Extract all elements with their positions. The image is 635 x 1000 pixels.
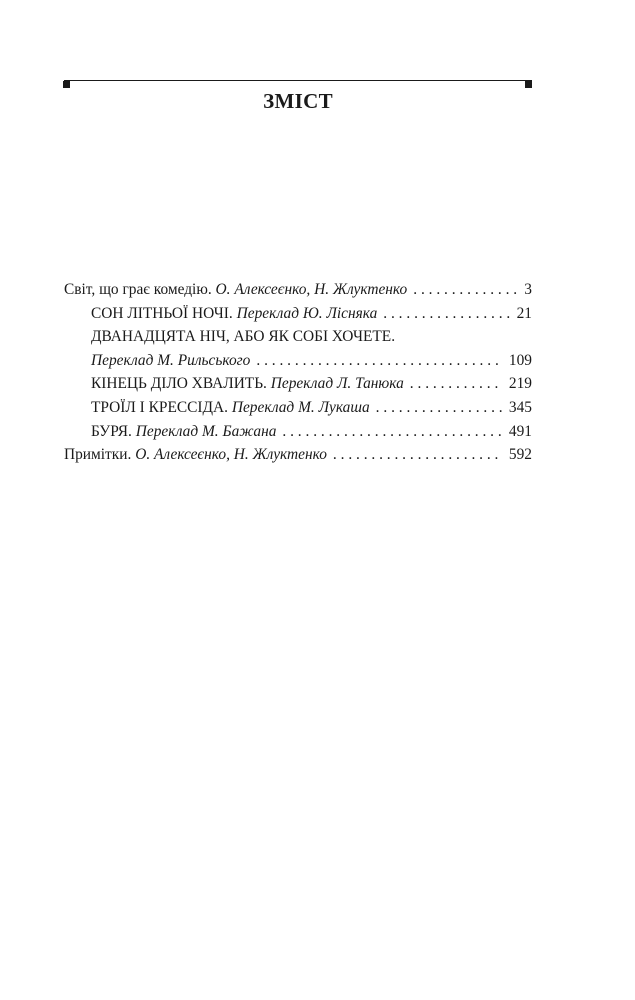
dot-leader [376, 396, 503, 420]
toc-page-number: 3 [524, 281, 532, 298]
header-rule [64, 80, 532, 81]
toc-work-title: Світ, що грає комедію. [64, 281, 212, 298]
toc-page-number: 491 [508, 422, 532, 440]
toc-entry-text [91, 302, 377, 326]
toc-work-title: ТРОЇЛ І КРЕССІДА. [91, 398, 228, 416]
dot-leader [256, 349, 503, 373]
toc-page-number: 109 [508, 351, 532, 369]
corner-marker-left [63, 81, 70, 88]
toc-work-title: ДВАНАДЦЯТА НІЧ, АБО ЯК СОБІ ХОЧЕТЕ. [91, 328, 396, 346]
dot-leader [383, 302, 510, 326]
toc-work-title: Примітки. [64, 446, 132, 464]
toc-author: О. Алексеєнко, Н. Жлуктенко [215, 281, 408, 298]
toc-entry-text [64, 443, 327, 467]
toc-page-number: 592 [508, 446, 532, 464]
toc-author: Переклад Л. Танюка [270, 375, 404, 393]
dot-leader [413, 278, 518, 302]
toc-entry-text [91, 420, 276, 444]
toc-entry[interactable] [64, 443, 532, 467]
dot-leader [410, 372, 503, 396]
page-title: ЗМІСТ [263, 89, 333, 113]
toc-entry-text [91, 396, 370, 420]
toc-work-title: КІНЕЦЬ ДІЛО ХВАЛИТЬ. [91, 375, 267, 393]
toc-work-title: БУРЯ. [91, 422, 132, 440]
toc-entry[interactable] [64, 372, 532, 396]
toc-entry-text [91, 372, 404, 396]
toc-entry-first-line[interactable] [64, 325, 532, 349]
toc-entry-continuation[interactable] [64, 349, 532, 373]
dot-leader [333, 443, 503, 467]
toc-work-title: СОН ЛІТНЬОЇ НОЧІ. [91, 304, 233, 322]
toc-entry[interactable] [64, 420, 532, 444]
corner-marker-right [525, 81, 532, 88]
toc-page-number: 21 [516, 304, 532, 322]
toc-author: Переклад Ю. Лісняка [236, 304, 378, 322]
toc-author: Переклад М. Лукаша [231, 398, 370, 416]
dot-leader [282, 420, 503, 444]
toc-author: О. Алексеєнко, Н. Жлуктенко [135, 446, 327, 464]
toc-entry-text [64, 278, 407, 302]
toc-entry[interactable] [64, 396, 532, 420]
table-of-contents [64, 278, 532, 467]
toc-author: Переклад М. Бажана [135, 422, 277, 440]
toc-author: Переклад М. Рильського [91, 351, 251, 369]
toc-page-number: 219 [508, 375, 532, 393]
toc-page-number: 345 [508, 398, 532, 416]
toc-entry[interactable] [64, 302, 532, 326]
toc-entry[interactable] [64, 278, 532, 302]
